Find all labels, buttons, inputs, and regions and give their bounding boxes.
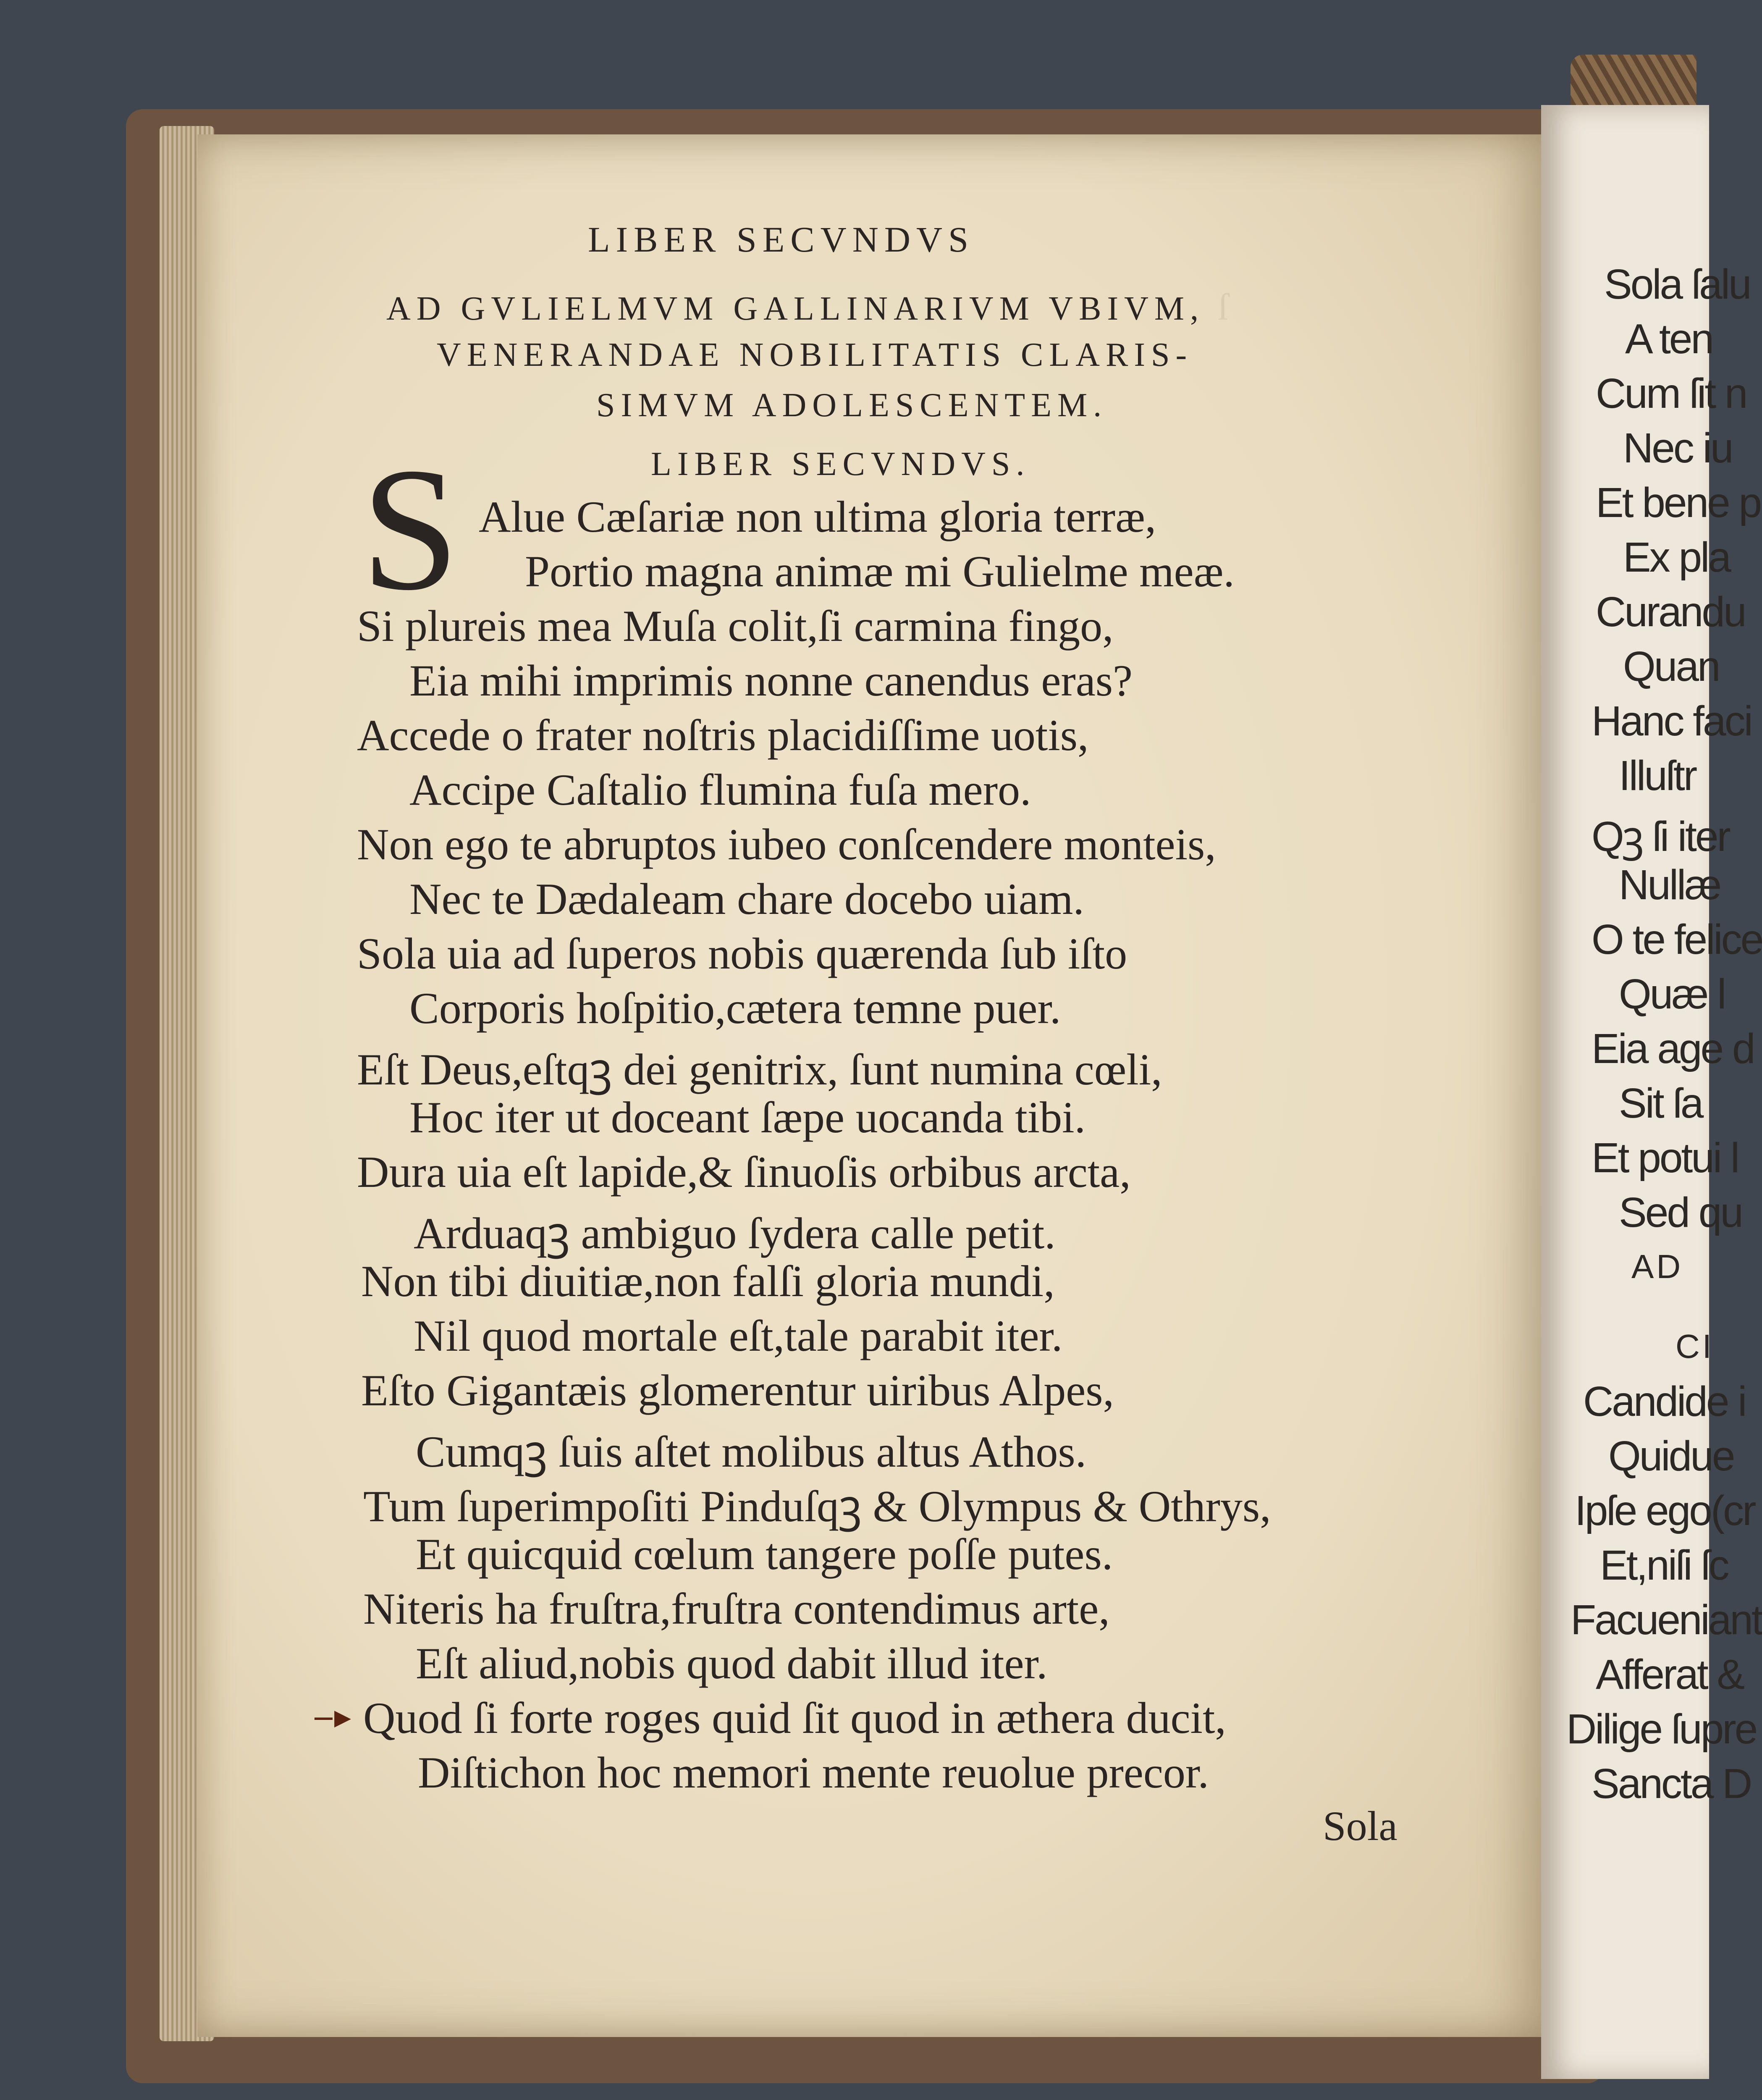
right-page-line: Afferat & xyxy=(1596,1651,1744,1698)
verse-line: Accipe Caſtalio flumina fuſa mero. xyxy=(409,765,1031,814)
verse-line: Et quicquid cœlum tangere poſſe putes. xyxy=(416,1530,1113,1579)
right-page-line: Nec iu xyxy=(1623,425,1732,472)
verse-line: Niteris ha fruſtra,fruſtra contendimus arte, xyxy=(363,1584,1110,1633)
right-page-line: Candide i xyxy=(1583,1378,1746,1425)
right-page-line: Quan xyxy=(1623,643,1719,690)
verse-line: Cumqꝫ ſuis aſtet molibus altus Athos. xyxy=(416,1427,1087,1476)
right-page-line: Et,niſi ſc xyxy=(1600,1542,1728,1589)
verse-line: Sola uia ad ſuperos nobis quærenda ſub iſto xyxy=(357,929,1127,978)
right-page-heading: AD xyxy=(1631,1248,1683,1285)
right-page xyxy=(1541,105,1762,2079)
show-through-text: ſ xyxy=(1218,286,1229,328)
verse-line: Corporis hoſpitio,cætera temne puer. xyxy=(409,984,1061,1033)
verse-line: Portio magna animæ mi Gulielme meæ. xyxy=(525,547,1235,596)
right-page-heading: CI xyxy=(1675,1328,1714,1365)
right-page-line: Hanc faci xyxy=(1592,698,1752,745)
verse-line: Quod ſi forte roges quid ſit quod in æthera ducit, xyxy=(363,1693,1226,1743)
verse-line: Accede o frater noſtris placidiſſime uotis, xyxy=(357,711,1089,760)
right-page-line: Curandu xyxy=(1596,588,1745,635)
catchword: Sola xyxy=(1323,1803,1398,1849)
right-page-line: O te felice xyxy=(1592,916,1762,963)
right-page-line: Ipſe ego(cr xyxy=(1575,1487,1755,1534)
verse-line: Eſto Gigantæis glomerentur uiribus Alpes, xyxy=(361,1366,1114,1415)
title-line-3: SIMVM ADOLESCENTEM. xyxy=(596,387,1108,424)
right-page-line: Sit ſa xyxy=(1619,1080,1702,1127)
right-page-line: Eia age d xyxy=(1592,1025,1754,1072)
right-page-line: Et potui l xyxy=(1592,1134,1738,1181)
running-head: LIBER SECVNDVS xyxy=(588,219,974,260)
right-page-line: Sola ſalu xyxy=(1604,261,1750,308)
verse-line: Si plureis mea Muſa colit,ſi carmina fingo, xyxy=(357,601,1114,651)
right-page-line: Ex pla xyxy=(1623,534,1730,581)
verse-line: Eſt aliud,nobis quod dabit illud iter. xyxy=(416,1639,1048,1688)
verse-line: Alue Cæſariæ non ultima gloria terræ, xyxy=(479,492,1156,541)
right-page-line: Nullæ xyxy=(1619,861,1720,908)
verse-line: Nec te Dædaleam chare docebo uiam. xyxy=(409,874,1084,924)
drop-initial: S xyxy=(361,431,459,627)
verse-line: Nil quod mortale eſt,tale parabit iter. xyxy=(414,1311,1063,1360)
right-page-line: Quæ l xyxy=(1619,971,1725,1018)
right-page-line: Sed qu xyxy=(1619,1189,1742,1236)
verse-line: Hoc iter ut doceant ſæpe uocanda tibi. xyxy=(409,1093,1086,1142)
verse-line: Dura uia eſt lapide,& ſinuoſis orbibus arcta, xyxy=(357,1147,1131,1197)
verse-line: Tum ſuperimpoſiti Pinduſqꝫ & Olympus & Othrys, xyxy=(363,1482,1271,1531)
right-page-line: Sancta D xyxy=(1592,1760,1751,1807)
right-page-line: Facueniant xyxy=(1571,1596,1762,1643)
manicule-mark: ‒▸ xyxy=(313,1697,351,1736)
right-page-line: A ten xyxy=(1625,315,1712,362)
title-line-1: AD GVLIELMVM GALLINARIVM VBIVM, xyxy=(386,290,1204,327)
right-page-line: Dilige ſupre xyxy=(1566,1706,1757,1753)
right-page-line: Cum ſit n xyxy=(1596,370,1746,417)
verse-line: Eſt Deus,eſtqꝫ dei genitrix, ſunt numina cœli, xyxy=(357,1045,1162,1094)
right-page-line: Illuſtr xyxy=(1619,752,1696,799)
verse-line: Eia mihi imprimis nonne canendus eras? xyxy=(409,656,1133,705)
right-page-line: Et bene p xyxy=(1596,479,1761,526)
verse-line: Non tibi diuitiæ,non falſi gloria mundi, xyxy=(361,1257,1055,1306)
verse-line: Diſtichon hoc memori mente reuolue precor. xyxy=(418,1748,1209,1797)
title-line-2: VENERANDAE NOBILITATIS CLARIS- xyxy=(437,336,1193,373)
right-page-line: Qꝫ ſi iter xyxy=(1592,813,1729,860)
verse-line: Arduaqꝫ ambiguo ſydera calle petit. xyxy=(414,1209,1056,1258)
section-heading: LIBER SECVNDVS. xyxy=(651,446,1030,483)
verse-line: Non ego te abruptos iubeo conſcendere monteis, xyxy=(357,820,1216,869)
right-page-line: Quidue xyxy=(1608,1433,1734,1480)
